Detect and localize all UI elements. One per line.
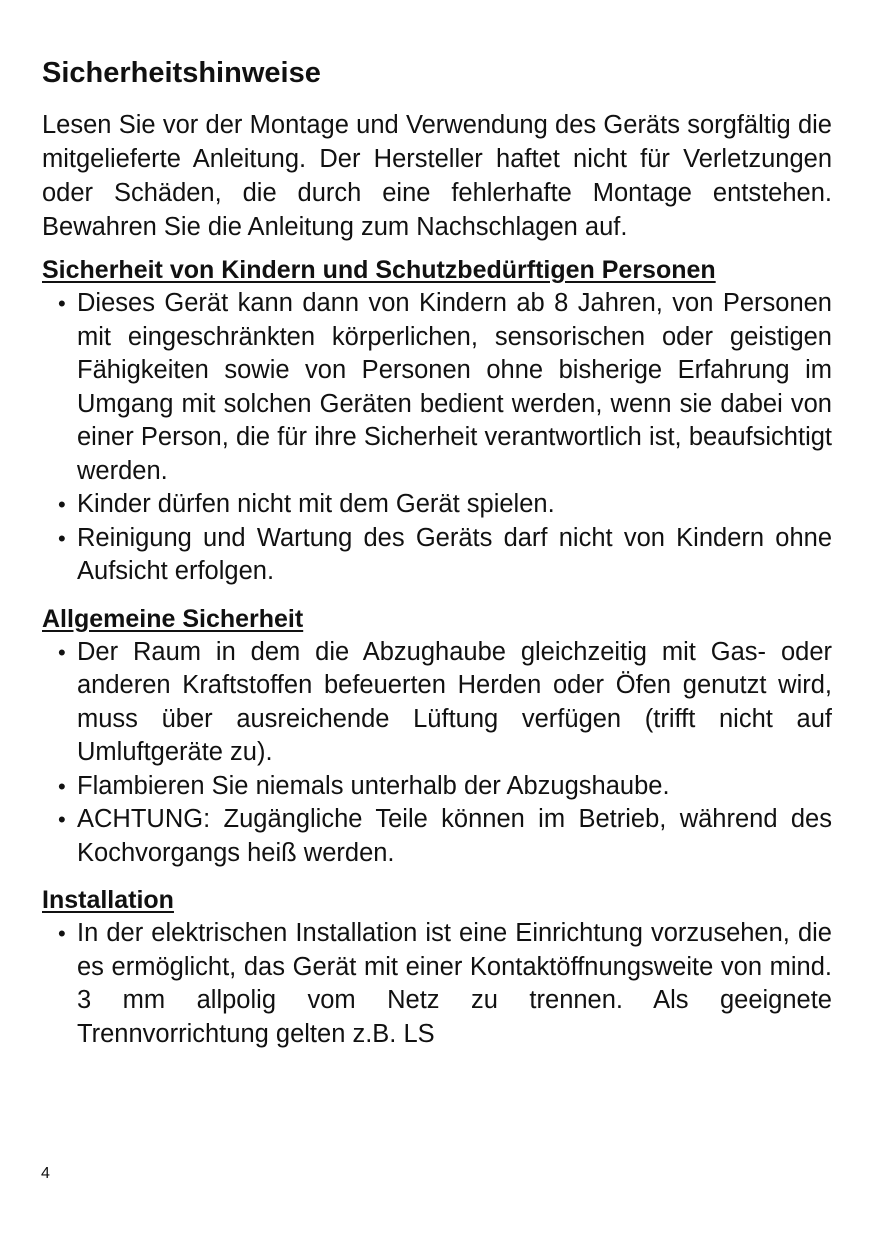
list-item (42, 636, 832, 770)
list-item-text: Reinigung und Wartung des Geräts darf nicht von Kindern ohne Aufsicht erfolgen. (77, 523, 832, 585)
list-item (42, 770, 832, 804)
list-item-text: In der elektrischen Installation ist eine Einrichtung vorzusehen, die es ermöglicht, das Gerät mit einer Kontaktöffnungsweite von mind. 3 mm allpolig vom Netz zu trennen. Als geeignete Trennvorrichtung gelten z.B. LS (77, 919, 832, 1048)
bullet-icon: • (58, 921, 66, 946)
list-item (42, 287, 832, 488)
list-item-text: ACHTUNG: Zugängliche Teile können im Betrieb, während des Kochvorgangs heiß werden. (77, 805, 832, 867)
general-safety-list (42, 636, 832, 871)
section-heading-installation: Installation (42, 886, 174, 914)
manual-page (42, 52, 832, 1065)
bullet-icon: • (58, 639, 66, 665)
list-item (42, 522, 832, 589)
list-item (42, 488, 832, 522)
bullet-icon: • (58, 773, 66, 799)
list-item-text: Der Raum in dem die Abzughaube gleichzeitig mit Gas- oder anderen Kraftstoffen befeuerten Herden oder Öfen genutzt wird, muss über ausreichende Lüftung verfügen (trifft nicht auf Umluftgeräte zu). (77, 637, 832, 766)
bullet-icon: • (58, 807, 66, 832)
section-heading-general-safety: Allgemeine Sicherheit (42, 604, 304, 633)
bullet-icon: • (58, 291, 66, 316)
section-heading-child-safety: Sicherheit von Kindern und Schutzbedürftigen Personen (42, 256, 716, 284)
bullet-icon: • (58, 525, 66, 551)
list-item (42, 917, 832, 1051)
intro-paragraph: Lesen Sie vor der Montage und Verwendung des Geräts sorgfältig die mitgelieferte Anleitung. Der Hersteller haftet nicht für Verletzungen oder Schäden, die durch eine fehlerhafte Montage entstehen. Bewahren Sie die Anleitung zum Nachschlagen auf. (42, 111, 832, 241)
page-number: 4 (41, 1165, 50, 1182)
bullet-icon: • (58, 492, 66, 517)
page-title: Sicherheitshinweise (42, 57, 321, 89)
list-item (42, 803, 832, 870)
list-item-text: Flambieren Sie niemals unterhalb der Abzugshaube. (77, 771, 670, 800)
list-item-text: Kinder dürfen nicht mit dem Gerät spielen. (77, 490, 555, 518)
installation-list (42, 917, 832, 1051)
child-safety-list (42, 287, 832, 589)
list-item-text: Dieses Gerät kann dann von Kindern ab 8 Jahren, von Personen mit eingeschränkten körperlichen, sensorischen oder geistigen Fähigkeiten sowie von Personen ohne bisherige Erfahrung im Umgang mit solchen Geräten bedient werden, wenn sie dabei von einer Person, die für ihre Sicherheit verantwortlich ist, beaufsichtigt werden. (77, 289, 832, 485)
